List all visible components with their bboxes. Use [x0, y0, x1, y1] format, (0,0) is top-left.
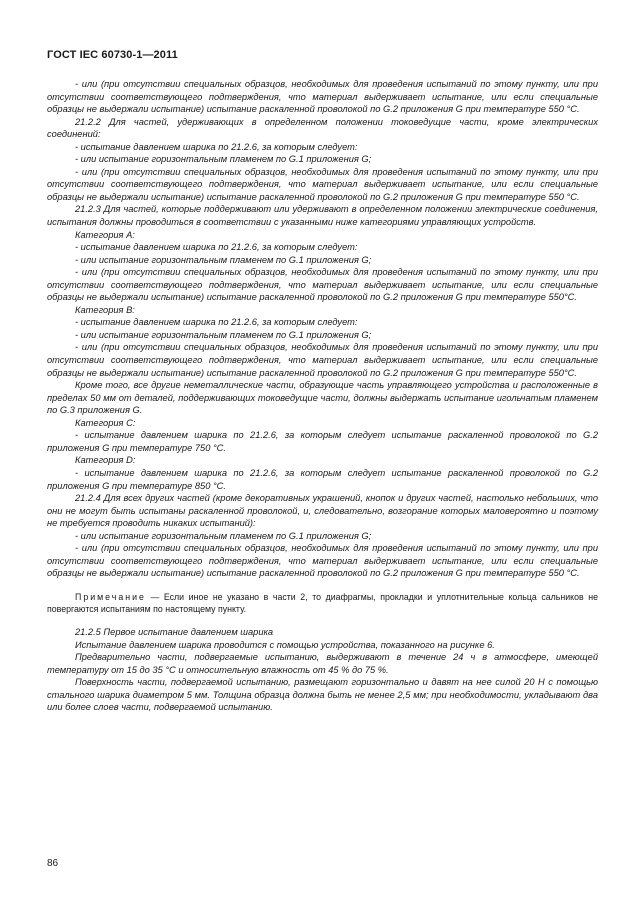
list-item: - испытание давлением шарика по 21.2.6, за которым следует:: [75, 317, 358, 328]
list-item: - испытание давлением шарика по 21.2.6, за которым следует:: [75, 141, 358, 152]
category-b-heading: Категория В:: [75, 304, 135, 315]
paragraph: Предварительно части, подвергаемые испытанию, выдерживают в течение 24 ч в атмосфере, имеющей температуру от 15 до 35 °C и относительную влажность от 45 % до 75 %.: [47, 652, 598, 675]
list-item: - или (при отсутствии специальных образцов, необходимых для проведения испытаний по этому пункту, или при отсутствии соответствующего подтверждения, что материал выдерживает испытание, или если специальные образцы не выдержали испытание) испытание раскаленной проволокой по G.2 приложения G при температуре 550°C.: [47, 342, 598, 378]
document-body: [47, 78, 598, 714]
list-item: - или испытание горизонтальным пламенем по G.1 приложения G;: [75, 254, 372, 265]
list-item: - или испытание горизонтальным пламенем по G.1 приложения G;: [75, 530, 372, 541]
page-header: ГОСТ IEC 60730-1—2011: [47, 49, 178, 61]
paragraph: Испытание давлением шарика проводится с помощью устройства, показанного на рисунке 6.: [75, 639, 495, 650]
note-text: — Если иное не указано в части 2, то диафрагмы, прокладки и уплотнительные кольца сальников не повергаются испытаниям по настоящему пункту.: [47, 591, 598, 615]
list-item: - или (при отсутствии специальных образцов, необходимых для проведения испытаний по этому пункту, или при отсутствии соответствующего подтверждения, что материал выдерживает испытание, или если специальные образцы не выдержали испытание) испытание раскаленной проволокой по G.2 приложения G при температуре 550 °C.: [47, 543, 598, 579]
clause-21-2-3: 21.2.3 Для частей, которые поддерживают или удерживают в определенном положении электрические соединения, испытания должны проводиться в соответствии с указанными ниже категориями управляющих устройств.: [47, 204, 598, 228]
list-item: - или (при отсутствии специальных образцов, необходимых для проведения испытаний по этому пункту, или при отсутствии соответствующего подтверждения, что материал выдерживает испытание, или если специальные образцы не выдержали испытание) испытание раскаленной проволокой по G.2 приложения G при температуре 550 °C.: [47, 166, 598, 202]
paragraph: Кроме того, все другие неметаллические части, образующие часть управляющего устройства и расположенные в пределах 50 мм от деталей, поддерживающих токоведущие части, должны выдержать испытание игольчатым пламенем по G.3 приложения G.: [47, 380, 598, 416]
category-d-heading: Категория D:: [75, 455, 136, 466]
clause-21-2-5-heading: 21.2.5 Первое испытание давлением шарика: [75, 626, 274, 637]
paragraph: Поверхность части, подвергаемой испытанию, размещают горизонтально и давят на нее силой 20 Н с помощью стального шарика диаметром 5 мм. Толщина образца должна быть не менее 2,5 мм; при необходимости, укладывают два или более слоев части, подвергаемой испытанию.: [47, 677, 598, 713]
list-item: - или (при отсутствии специальных образцов, необходимых для проведения испытаний по этому пункту, или при отсутствии соответствующего подтверждения, что материал выдерживает испытание, или если специальные образцы не выдержали испытание) испытание раскаленной проволокой по G.2 приложения G при температуре 550°C.: [47, 267, 598, 303]
category-c-heading: Категория С:: [75, 417, 136, 428]
list-item: - испытание давлением шарика по 21.2.6, за которым следует испытание раскаленной проволокой по G.2 приложения G при температуре 750 °C.: [47, 430, 598, 453]
list-item: - или испытание горизонтальным пламенем по G.1 приложения G;: [75, 154, 372, 165]
note: [47, 591, 598, 616]
note-label: Примечание: [75, 591, 146, 602]
clause-21-2-2: 21.2.2 Для частей, удерживающих в определенном положении токоведущие части, кроме электрических соединений:: [47, 116, 598, 140]
category-a-heading: Категория А:: [75, 229, 135, 240]
list-item: - или испытание горизонтальным пламенем по G.1 приложения G;: [75, 329, 372, 340]
clause-21-2-4: 21.2.4 Для всех других частей (кроме декоративных украшений, кнопок и других частей, настолько небольших, что они не могут быть испытаны раскаленной проволокой, и, следовательно, возгорание которых маловероятно и поэтому не требуется проводить никаких испытаний):: [47, 493, 598, 529]
page-number: 86: [47, 858, 59, 869]
list-item: - испытание давлением шарика по 21.2.6, за которым следует испытание раскаленной проволокой по G.2 приложения G при температуре 850 °C.: [47, 467, 598, 491]
list-item: - испытание давлением шарика по 21.2.6, за которым следует:: [75, 242, 358, 253]
paragraph: - или (при отсутствии специальных образцов, необходимых для проведения испытаний по этому пункту, или при отсутствии соответствующего подтверждения, что материал выдерживает испытание, или если специальные образцы не выдержали испытание) испытание раскаленной проволокой по G.2 приложения G при температуре 550 °C.: [47, 79, 598, 115]
